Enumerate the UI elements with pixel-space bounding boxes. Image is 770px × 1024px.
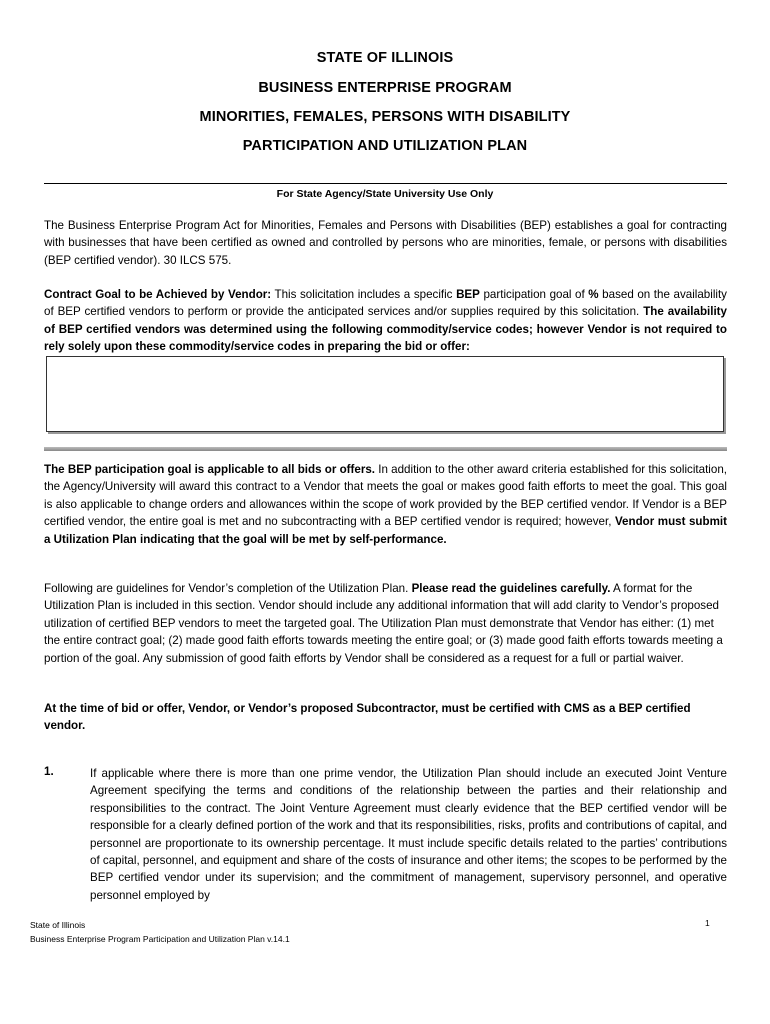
- header-program: BUSINESS ENTERPRISE PROGRAM: [258, 80, 512, 96]
- guidelines-text-2: A format for the Utilization Plan is included in this section. Vendor should include any additional information that will add clarity to Vendor’s proposed utilization of certified BEP vendors to meet the targeted goal. The Utilization Plan must demonstrate that Vendor has either: (1) met the entire contract goal; (2) made good faith efforts towards meeting the entire goal; or (3) made good faith efforts towards meeting a portion of the goal. Any submission of good faith efforts by Vendor shall be considered as a request for a full or partial waiver.: [44, 582, 723, 665]
- commodity-codes-box[interactable]: [46, 356, 724, 432]
- guidelines-read-carefully: Please read the guidelines carefully.: [411, 582, 611, 595]
- item-1-number: 1.: [44, 765, 54, 778]
- goal-percent-field[interactable]: %: [588, 288, 599, 301]
- page-number: 1: [705, 918, 710, 928]
- header-state: STATE OF ILLINOIS: [316, 50, 454, 66]
- contract-goal-paragraph: [44, 286, 727, 356]
- bep-label: BEP: [456, 288, 480, 301]
- guidelines-text: Following are guidelines for Vendor’s completion of the Utilization Plan.: [44, 582, 412, 595]
- self-performance-note: Vendor must submit a Utilization Plan indicating that the goal will be met by self-performance.: [44, 515, 727, 546]
- contract-goal-text-3: based on the availability of BEP certified vendors to perform or provide the anticipated services and/or supplies required by this solicitation.: [44, 288, 727, 319]
- header-divider: [44, 183, 727, 184]
- header-plan-title: PARTICIPATION AND UTILIZATION PLAN: [242, 138, 528, 154]
- certification-note: At the time of bid or offer, Vendor, or Vendor’s proposed Subcontractor, must be certified with CMS as a BEP certified vendor.: [44, 702, 691, 733]
- applicable-lead: The BEP participation goal is applicable to all bids or offers.: [44, 463, 376, 476]
- footer-doc-title: Business Enterprise Program Participation and Utilization Plan v.14.1: [30, 934, 290, 944]
- item-1-text: If applicable where there is more than one prime vendor, the Utilization Plan should include an executed Joint Venture Agreement specifying the terms and conditions of the relationship between the parties and their relationship and responsibilities to the contract. The Joint Venture Agreement must clearly evidence that the BEP certified vendor will be responsible for a clearly defined portion of the work and that its responsibilities, risks, profits and contributions of capital, and personnel are proportionate to its ownership percentage. It must include specific details related to the parties’ contributions of capital, personnel, and equipment and share of the costs of insurance and other items; the scopes to be performed by the BEP certified vendor under its supervision; and the commitment of management, supervisory personnel, and operative personnel employed by: [90, 767, 727, 902]
- commodity-codes-instruction: The availability of BEP certified vendors was determined using the following commodity/service codes; however Vendor is not required to rely solely upon these commodity/service codes in preparing the bid or offer:: [44, 305, 727, 354]
- contract-goal-text: This solicitation includes a specific: [271, 288, 457, 301]
- footer: [30, 918, 290, 946]
- applicable-paragraph: [44, 461, 727, 548]
- section-divider: [44, 447, 727, 451]
- applicable-text: In addition to the other award criteria established for this solicitation, the Agency/University will award this contract to a Vendor that meets the goal or makes good faith efforts to meet the goal. This goal is also applicable to change orders and allowances within the scope of work provided by the BEP certified vendor. If Vendor is a BEP certified vendor, the entire goal is met and no subcontracting with a BEP certified vendor is required; however,: [44, 463, 727, 529]
- intro-paragraph: The Business Enterprise Program Act for Minorities, Females and Persons with Disabilities (BEP) establishes a goal for contracting with businesses that have been certified as owned and controlled by persons who are minorities, female, or persons with disabilities (BEP certified vendor). 30 ILCS 575.: [44, 219, 727, 267]
- contract-goal-text-2: participation goal of: [479, 288, 589, 301]
- header-groups: MINORITIES, FEMALES, PERSONS WITH DISABILITY: [199, 109, 571, 125]
- guidelines-paragraph: [44, 580, 727, 667]
- contract-goal-label: Contract Goal to be Achieved by Vendor:: [44, 288, 272, 301]
- agency-use-note: For State Agency/State University Use Only: [276, 188, 494, 200]
- footer-state: State of Illinois: [30, 920, 86, 930]
